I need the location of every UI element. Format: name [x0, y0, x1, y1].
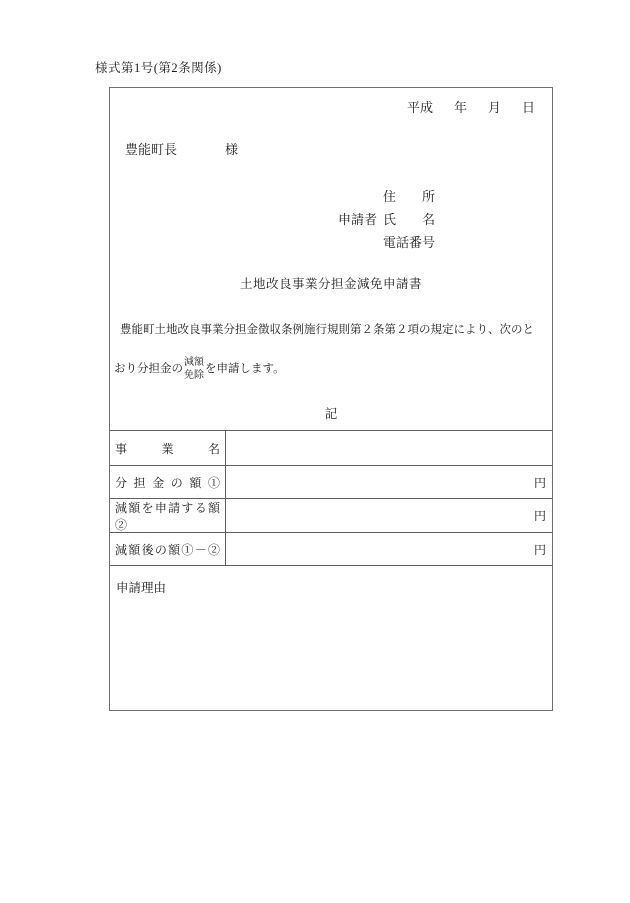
choice-reduction: 減額	[184, 357, 204, 368]
project-name-value-cell	[226, 431, 552, 465]
body-line2-prefix: おり分担金の	[114, 363, 183, 375]
applicant-phone-label: 電話番号	[383, 235, 436, 250]
body-line2-suffix: を申請します。	[205, 363, 285, 375]
choice-exemption: 免除	[184, 370, 204, 381]
table-row-contribution-amount	[110, 466, 552, 499]
document-title: 土地改良事業分担金減免申請書	[239, 277, 422, 291]
application-table	[110, 430, 552, 710]
month-label: 月	[487, 100, 501, 115]
reduction-exemption-choice	[184, 356, 204, 382]
applicant-address-label: 住 所	[383, 189, 436, 204]
body-paragraph	[110, 323, 552, 383]
form-number-label: 様式第1号(第2条関係)	[95, 61, 222, 75]
project-name-label-cell: 事業名	[110, 431, 226, 465]
record-marker: 記	[324, 407, 338, 421]
date-line	[407, 100, 535, 115]
era-label: 平成	[406, 100, 433, 115]
reduction-requested-value-cell: 円	[533, 509, 546, 523]
application-reason-cell: 申請理由	[116, 581, 167, 595]
table-row-reduction-requested	[110, 499, 552, 533]
honorific-label: 様	[225, 142, 239, 157]
applicant-name-label: 氏 名	[383, 212, 436, 227]
day-label: 日	[521, 100, 535, 115]
application-form-sheet	[109, 87, 553, 711]
table-row-amount-after-reduction	[110, 533, 552, 566]
addressee-line	[125, 142, 238, 157]
recipient-name: 豊能町長	[125, 142, 178, 157]
contribution-amount-label-cell: 分担金の額①	[110, 466, 226, 498]
reduction-requested-label-cell: 減額を申請する額②	[110, 499, 226, 532]
applicant-name-line	[338, 208, 435, 231]
amount-after-reduction-label-cell: 減額後の額①－②	[110, 533, 226, 565]
table-row-project-name	[110, 431, 552, 466]
body-line-2	[114, 355, 548, 383]
applicant-block	[338, 185, 435, 254]
contribution-amount-value-cell: 円	[533, 475, 546, 490]
amount-after-reduction-value-cell: 円	[533, 542, 546, 557]
applicant-label: 申請者	[338, 212, 378, 227]
body-line-1: 豊能町土地改良事業分担金徴収条例施行規則第２条第２項の規定により、次のと	[120, 324, 534, 336]
year-label: 年	[453, 100, 467, 115]
